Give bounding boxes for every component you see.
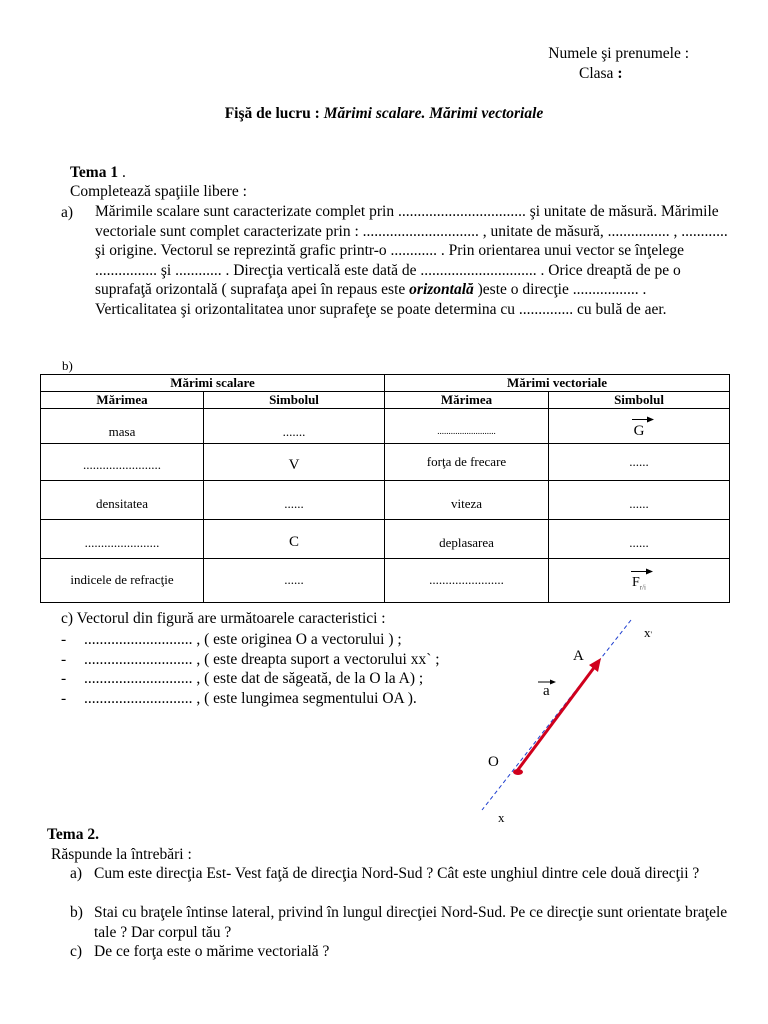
tema2-heading: Tema 2. [47,826,99,843]
question-a-label: a) [70,865,83,882]
vector-arrow-icon [630,568,654,575]
table-cell: deplasarea [385,520,549,559]
col-header-vector-name: Mărimea [385,392,549,409]
vector-symbol-f: $F_{r/i}$ [632,568,646,592]
vector-oa [517,665,596,771]
col-header-scalar-name: Mărimea [41,392,204,409]
question-b-label: b) [70,904,83,921]
item-a-label: a) [61,204,74,221]
vector-symbol-g: G [634,416,645,441]
question-c-text: De ce forţa este o mărime vectorială ? [94,943,330,960]
table-cell: V [204,444,385,481]
class-field-label: Clasa : [579,65,623,82]
question-a-text: Cum este direcţia Est- Vest faţă de direcţia Nord-Sud ? Cât este unghiul dintre cele două direcţii ? [94,865,700,882]
table-cell: ...... [204,481,385,520]
item-b-label: b) [62,358,73,373]
table-cell: ...... [549,444,730,481]
label-vector-a: a [543,683,550,699]
tema1-heading: Tema 1 . [70,164,126,181]
vector-a-arrow-icon [550,680,556,685]
question-c-label: c) [70,943,83,960]
label-x-bottom: x [498,810,505,825]
table-cell: C [204,520,385,559]
list-item: - ............................ , ( este lungimea segmentului OA ). [61,690,417,707]
vector-arrow-icon [632,416,654,423]
origin-point-o [513,769,523,775]
table-cell: forţa de frecare [385,444,549,481]
item-a-text: Mărimile scalare sunt caracterizate complet prin ................................. şi unitate de măsură. Mărimile vectoriale sunt complet caracterizate prin : .............................. , unitate de măsură, ................ , ............ şi origine. Vectorul se reprezintă grafic printr-o ............ . Prin orientarea unui vector se înţelege ................ şi ............ . Direcţia verticală este dată de .............................. . Orice dreaptă de pe o suprafaţă orizontală ( suprafaţa apei în repaus este orizontală )este o direcţie ................. . Verticalitatea şi orizontalitatea unor suprafeţe se poate determina cu .............. cu bulă de aer. [95,203,728,318]
quantities-table [40,374,730,603]
support-line-xx [482,620,631,810]
table-cell: ....................... [385,559,549,603]
list-item: - ............................ , ( este dat de săgeată, de la O la A) ; [61,670,424,687]
table-cell: indicele de refracţie [41,559,204,603]
table-cell: ...... [549,481,730,520]
table-row [41,520,730,559]
table-cell: ........................ [41,444,204,481]
page-title: Fişă de lucru : Mărimi scalare. Mărimi vectoriale [224,105,544,122]
table-cell: ...... [204,559,385,603]
col-header-vector-symbol: Simbolul [549,392,730,409]
table-cell: viteza [385,481,549,520]
question-b-text: Stai cu braţele întinse lateral, privind în lungul direcţiei Nord-Sud. Pe ce direcţie sunt orientate braţele tale ? Dar corpul tău ? [94,904,728,941]
label-x-top: x' [644,625,652,640]
table-row [41,559,730,603]
label-o-origin: O [488,754,499,770]
table-row [41,444,730,481]
scalar-header: Mărimi scalare [41,375,385,392]
table-row [41,481,730,520]
label-a-endpoint: A [573,648,584,664]
table-cell: ...... [549,520,730,559]
tema1-instruction: Completează spaţiile libere : [70,183,247,200]
tema2-instruction: Răspunde la întrebări : [51,846,192,863]
item-c-intro: c) Vectorul din figură are următoarele caracteristici : [61,610,386,627]
table-cell [549,409,730,444]
table-row [41,409,730,444]
list-item: - ............................ , ( este originea O a vectorului ) ; [61,631,402,648]
col-header-scalar-symbol: Simbolul [204,392,385,409]
table-cell [549,559,730,603]
table-cell: .......................... [385,409,549,444]
list-item: - ............................ , ( este dreapta suport a vectorului xx` ; [61,651,440,668]
table-cell: masa [41,409,204,444]
vector-figure [470,610,650,830]
table-cell: ....... [204,409,385,444]
vector-header: Mărimi vectoriale [385,375,730,392]
name-field-label: Numele şi prenumele : [548,45,689,62]
table-cell: ....................... [41,520,204,559]
table-cell: densitatea [41,481,204,520]
